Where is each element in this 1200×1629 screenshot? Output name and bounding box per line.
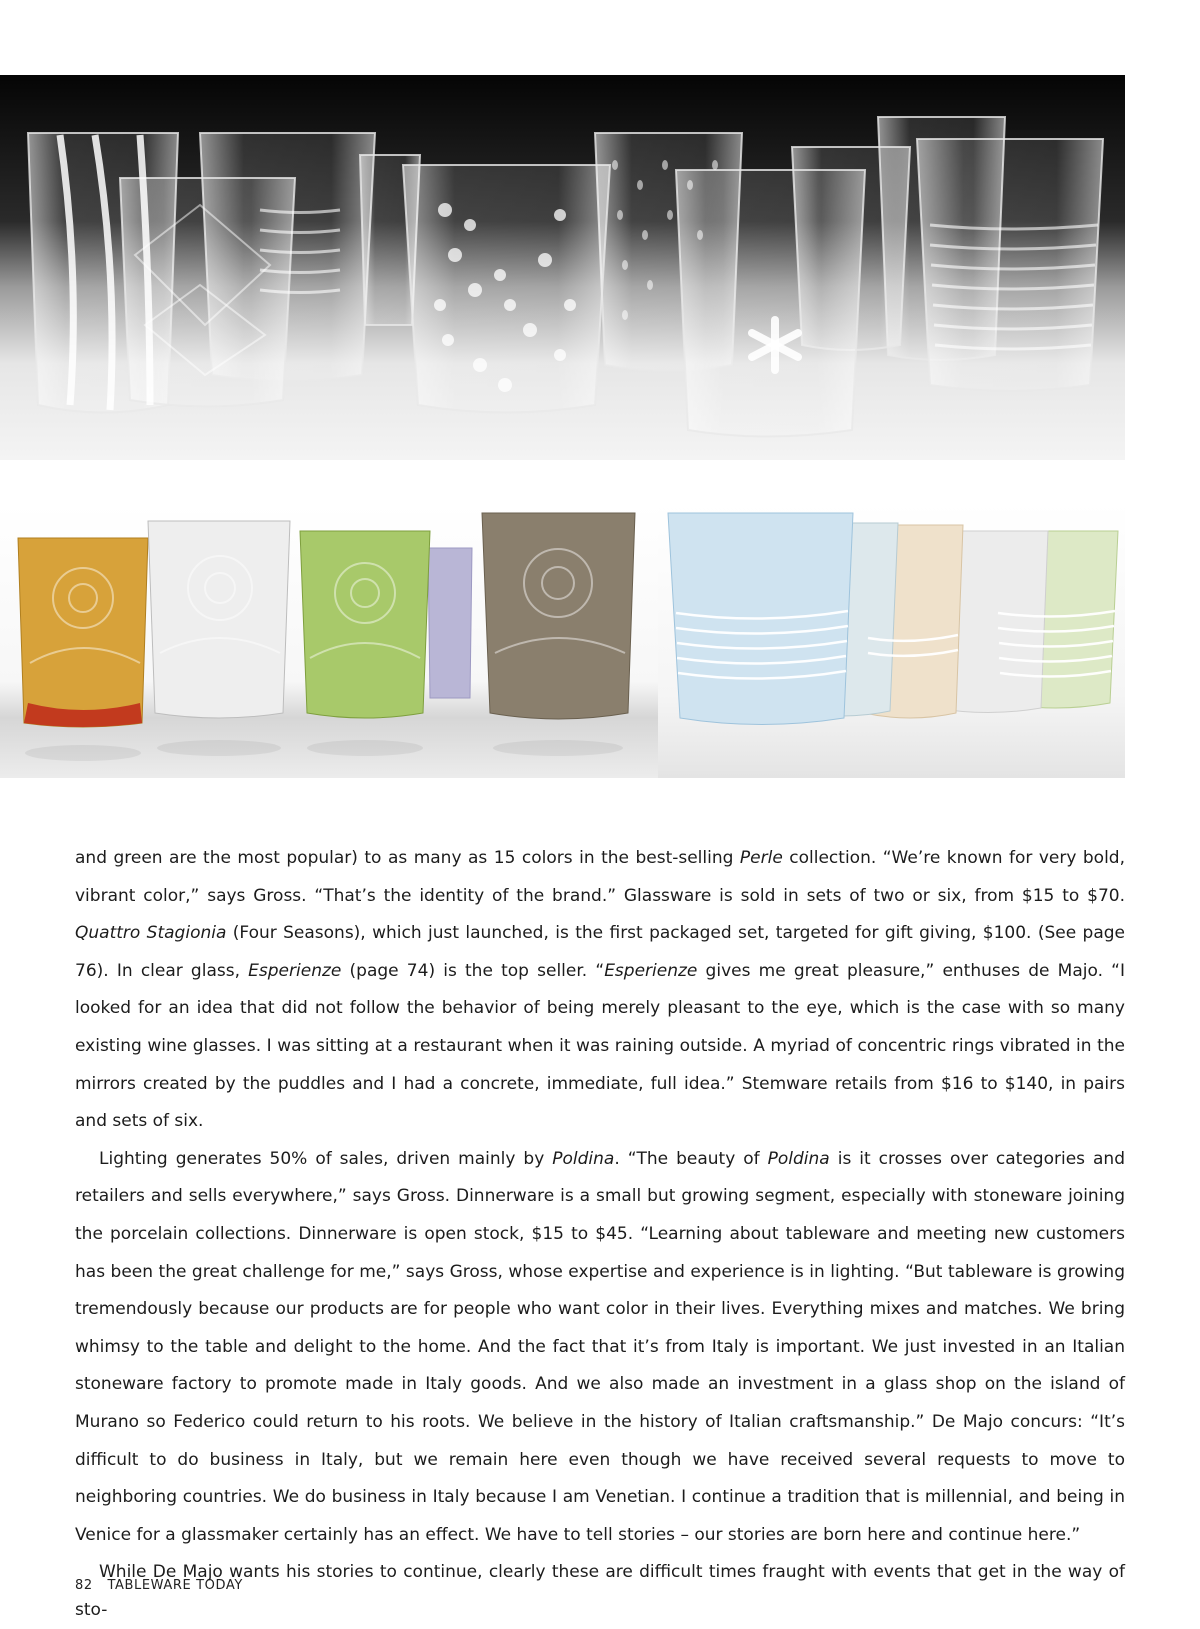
text-run: . “The beauty of [614, 1148, 768, 1169]
article-paragraph [75, 1141, 1125, 1555]
italic-title: Poldina [552, 1148, 615, 1169]
italic-title: Perle [739, 848, 783, 868]
text-run: collection. “We’re known for very bold, vibrant color,” says Gross. “That’s the identity of the brand.” Glassware is sold in sets of two or six, from $15 to $70. [75, 848, 1125, 906]
italic-title: Quattro Stagionia [75, 923, 227, 944]
pastel-tumblers-image [658, 503, 1125, 778]
italic-title: Esperienze [604, 960, 698, 981]
text-run: (Four Seasons), which just launched, is the first packaged set, targeted for gift giving, $100. (See page 76). In clear glass, [75, 923, 1125, 981]
publication-name: TABLEWARE TODAY [107, 1578, 243, 1593]
article-body [75, 840, 1125, 1629]
italic-title: Poldina [767, 1148, 830, 1169]
page-footer [75, 1578, 243, 1593]
photo-clear-tumblers [0, 75, 1125, 460]
text-run: and green are the most popular) to as many as 15 colors in the best-selling [75, 848, 740, 868]
italic-title: Esperienze [248, 960, 342, 981]
article-paragraph [75, 840, 1125, 1141]
text-run: While De Majo wants his stories to continue, clearly these are difficult times fraught with events that get in the way of sto- [75, 1562, 1125, 1620]
photo-embossed-colored-tumblers [0, 503, 658, 778]
text-run: (page 74) is the top seller. “ [341, 960, 605, 981]
clear-tumblers-image [0, 75, 1125, 460]
page-number: 82 [75, 1578, 93, 1593]
text-run: Lighting generates 50% of sales, driven mainly by [99, 1148, 553, 1169]
photo-pastel-threaded-tumblers [658, 503, 1125, 778]
text-run: is it crosses over categories and retailers and sells everywhere,” says Gross. Dinnerware is a small but growing segment, especially with stoneware joining the porcelain collections. Dinnerware is open stock, $15 to $45. “Learning about tableware and meeting new customers has been the great challenge for me,” says Gross, whose expertise and experience is in lighting. “But tableware is growing tremendously because our products are for people who want color in their lives. Everything mixes and matches. We bring whimsy to the table and delight to the home. And the fact that it’s from Italy is important. We just invested in an Italian stoneware factory to promote made in Italy goods. And we also made an investment in a glass shop on the island of Murano so Federico could return to his roots. We believe in the history of Italian craftsmanship.” De Majo concurs: “It’s difficult to do business in Italy, but we remain here even though we have received several requests to move to neighboring countries. We do business in Italy because I am Venetian. I continue a tradition that is millennial, and being in Venice for a glassmaker certainly has an effect. We have to tell stories – our stories are born here and continue here.” [75, 1148, 1125, 1545]
text-run: gives me great pleasure,” enthuses de Majo. “I looked for an idea that did not follow the behavior of being merely pleasant to the eye, which is the case with so many existing wine glasses. I was sitting at a restaurant when it was raining outside. A myriad of concentric rings vibrated in the mirrors created by the puddles and I had a concrete, immediate, full idea.” Stemware retails from $16 to $140, in pairs and sets of six. [75, 960, 1125, 1132]
embossed-tumblers-image [0, 503, 658, 778]
